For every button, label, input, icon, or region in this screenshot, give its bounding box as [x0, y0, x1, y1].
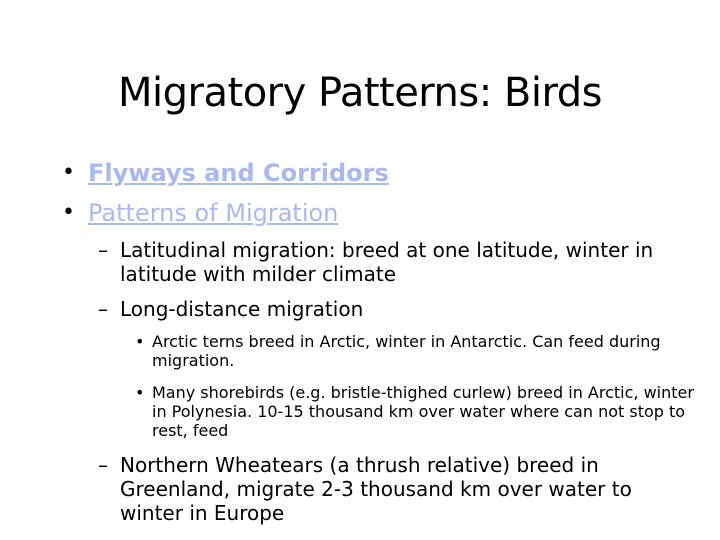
- bullet-marker: •: [62, 160, 75, 185]
- bullet-patterns: [60, 198, 700, 228]
- patterns-link[interactable]: Patterns of Migration: [88, 199, 339, 227]
- subsub-shorebirds: [135, 383, 700, 440]
- dash-marker: –: [98, 453, 108, 477]
- dot-marker: •: [135, 383, 145, 402]
- dot-marker: •: [135, 332, 145, 351]
- slide-title: Migratory Patterns: Birds: [118, 70, 602, 116]
- sub-long-distance: [98, 297, 700, 321]
- bullet-flyways: [60, 158, 700, 188]
- sub-latitudinal: [98, 238, 700, 286]
- sub-wheatears: [98, 453, 700, 525]
- subsub-arctic-terns: [135, 332, 700, 370]
- flyways-link[interactable]: Flyways and Corridors: [88, 159, 389, 187]
- sub-text: Northern Wheatears (a thrush relative) breed in Greenland, migrate 2-3 thousand km over water to winter in Europe: [120, 453, 632, 525]
- subsub-text: Arctic terns breed in Arctic, winter in Antarctic. Can feed during migration.: [152, 332, 661, 370]
- bullet-marker: •: [62, 200, 75, 225]
- subsub-text: Many shorebirds (e.g. bristle-thighed curlew) breed in Arctic, winter in Polynesia. 10-15 thousand km over water where can not stop to rest, feed: [152, 383, 694, 440]
- sub-text: Latitudinal migration: breed at one latitude, winter in latitude with milder climate: [120, 238, 654, 286]
- sub-text: Long-distance migration: [120, 297, 364, 321]
- dash-marker: –: [98, 297, 108, 321]
- dash-marker: –: [98, 238, 108, 262]
- slide-content: [60, 158, 700, 536]
